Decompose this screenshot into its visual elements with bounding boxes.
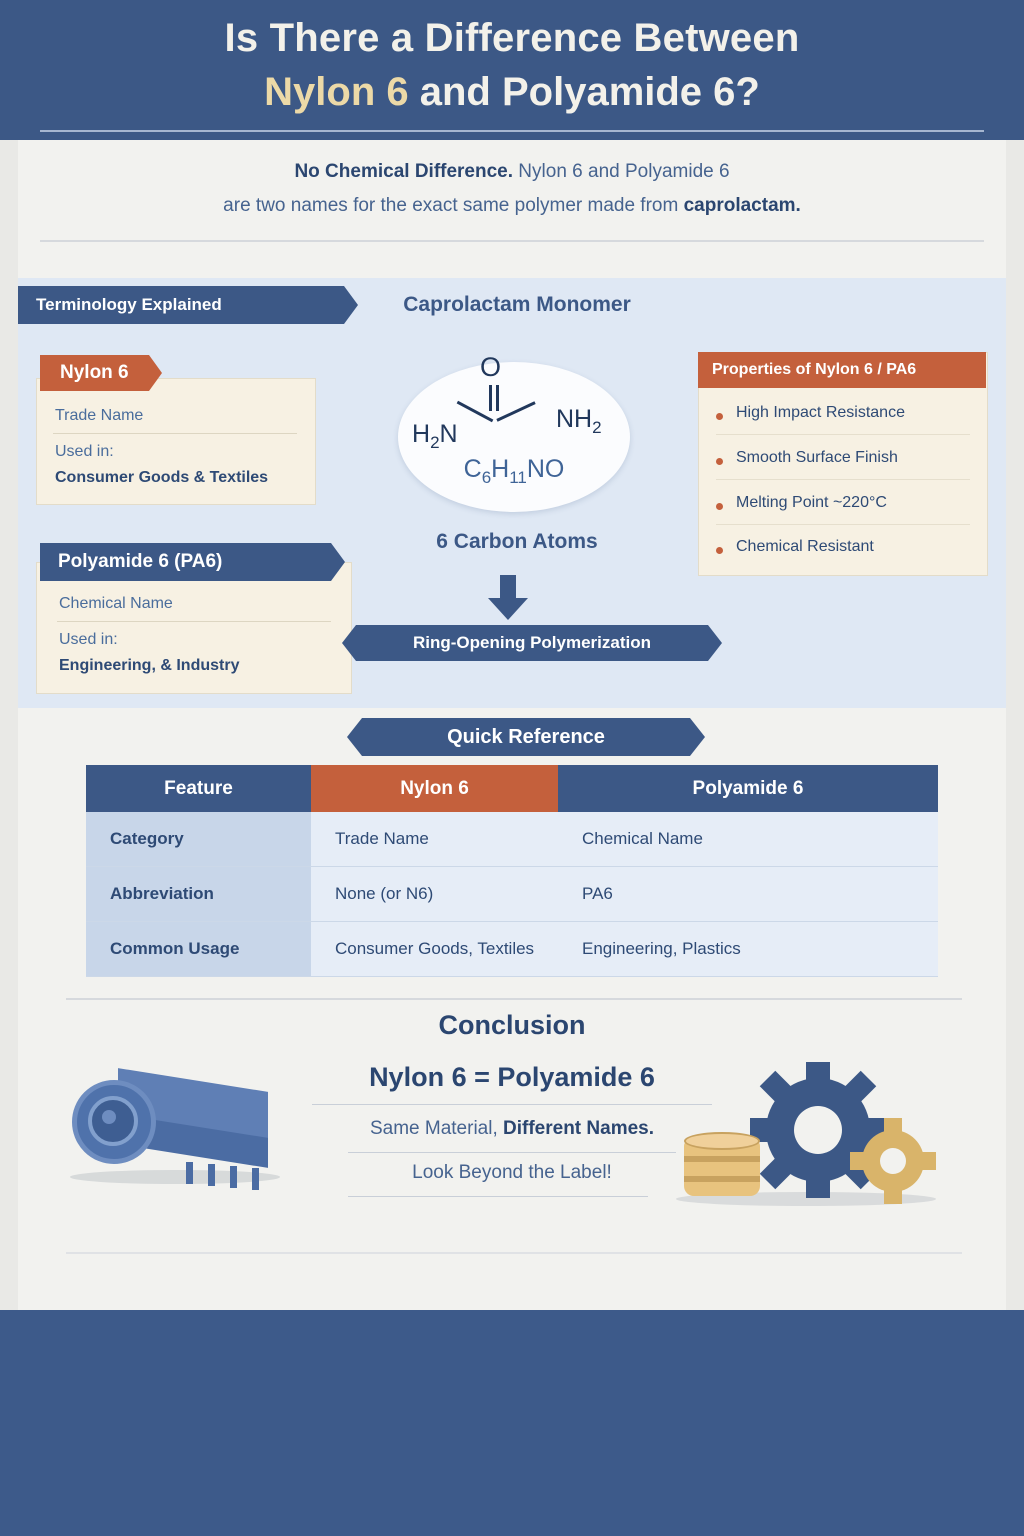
spool-band-1 — [684, 1156, 760, 1162]
col-header-nylon6: Nylon 6 — [311, 765, 558, 812]
amine-left-h: H — [412, 420, 431, 448]
col-header-polyamide6: Polyamide 6 — [558, 765, 938, 812]
table-row — [86, 922, 938, 977]
molecule-formula — [398, 455, 630, 488]
page-title-tail: Polyamide 6? — [501, 70, 760, 114]
cell-polyamide-1: PA6 — [558, 867, 938, 922]
cell-polyamide-2: Engineering, Plastics — [558, 922, 938, 977]
property-divider-0 — [716, 434, 970, 435]
atom-amine-right-label — [556, 405, 602, 438]
property-item-2: Melting Point ~220°C — [736, 494, 887, 511]
amine-left-sub: 2 — [430, 433, 440, 452]
nylon6-card-row2: Used in: — [55, 443, 114, 460]
subtitle-line2-a: are two names for the exact same polymer made from — [223, 195, 684, 216]
conclusion-equation: Nylon 6 = Polyamide 6 — [369, 1062, 655, 1092]
polyamide6-ribbon — [40, 543, 331, 581]
property-item-0: High Impact Resistance — [736, 404, 905, 421]
polyamide6-card-row3: Engineering, & Industry — [59, 657, 240, 674]
amine-left-n: N — [439, 420, 458, 448]
fabric-fringe-0 — [186, 1162, 193, 1184]
page-title-accent: Nylon 6 — [264, 70, 409, 114]
property-bullet-1 — [716, 458, 723, 465]
header-band — [0, 0, 1024, 140]
bond-double-b — [496, 385, 499, 411]
polyamide6-card-row2: Used in: — [59, 631, 118, 648]
property-bullet-2 — [716, 503, 723, 510]
property-bullet-0 — [716, 413, 723, 420]
subtitle-line2-b: caprolactam. — [683, 195, 801, 216]
conclusion-line-2 — [348, 1152, 676, 1153]
nylon6-tag — [40, 355, 149, 391]
atom-amine-left-label — [412, 420, 458, 453]
polyamide6-card-underline-1 — [57, 621, 331, 622]
polymerization-label: Ring-Opening Polymerization — [412, 633, 651, 652]
formula-c-sub: 6 — [481, 468, 492, 487]
cell-feature-1: Abbreviation — [86, 867, 311, 922]
property-item-3: Chemical Resistant — [736, 538, 874, 555]
footer-band — [0, 1310, 1024, 1536]
properties-tag — [698, 352, 986, 388]
nylon6-card — [36, 378, 316, 505]
comparison-table — [86, 765, 938, 977]
fabric-roll-shadow — [70, 1170, 280, 1184]
conclusion-sub1-b: Different Names. — [503, 1118, 655, 1139]
gear-large-hub — [794, 1106, 842, 1154]
property-divider-1 — [716, 479, 970, 480]
nylon6-card-row1: Trade Name — [55, 407, 144, 424]
formula-no: NO — [526, 455, 565, 483]
gear-small-hub — [880, 1148, 906, 1174]
page-title-line1: Is There a Difference Between — [224, 16, 800, 60]
conclusion-line-3 — [348, 1196, 648, 1197]
property-bullet-3 — [716, 547, 723, 554]
nylon6-card-row3: Consumer Goods & Textiles — [55, 469, 269, 486]
conclusion-sub1-a: Same Material, — [369, 1118, 504, 1139]
polymerization-ribbon — [356, 625, 708, 661]
table-row — [86, 867, 938, 922]
quick-reference-label: Quick Reference — [447, 725, 605, 748]
properties-tag-label: Properties of Nylon 6 / PA6 — [712, 361, 917, 378]
process-arrow-head — [488, 598, 528, 620]
property-item-1: Smooth Surface Finish — [736, 449, 898, 466]
terminology-ribbon — [18, 286, 344, 324]
fabric-fringe-3 — [252, 1168, 259, 1190]
polyamide6-card — [36, 562, 352, 694]
header-divider — [40, 130, 984, 132]
spool-top — [684, 1132, 760, 1150]
spool-band-2 — [684, 1176, 760, 1182]
fabric-fringe-2 — [230, 1166, 237, 1188]
left-margin — [0, 140, 18, 1310]
carbon-count-label: 6 Carbon Atoms — [436, 530, 598, 553]
page-title-mid: and — [408, 70, 502, 114]
nylon6-tag-label: Nylon 6 — [60, 362, 129, 383]
amine-right-sub: 2 — [592, 418, 602, 437]
cell-feature-2: Common Usage — [86, 922, 311, 977]
subtitle-rest: Nylon 6 and Polyamide 6 — [513, 161, 730, 182]
subtitle-divider — [40, 240, 984, 242]
cell-nylon-2: Consumer Goods, Textiles — [311, 922, 558, 977]
table-header-row — [86, 765, 938, 812]
conclusion-sub2: Look Beyond the Label! — [412, 1162, 612, 1183]
conclusion-divider — [66, 998, 962, 1000]
cell-nylon-1: None (or N6) — [311, 867, 558, 922]
cell-feature-0: Category — [86, 812, 311, 867]
formula-h: H — [491, 455, 510, 483]
conclusion-title: Conclusion — [352, 1010, 672, 1041]
property-divider-2 — [716, 524, 970, 525]
table-row — [86, 812, 938, 867]
right-margin — [1006, 140, 1024, 1310]
terminology-ribbon-label: Terminology Explained — [36, 295, 222, 314]
cell-polyamide-0: Chemical Name — [558, 812, 938, 867]
conclusion-line-1 — [312, 1104, 712, 1105]
nylon6-card-underline-1 — [53, 433, 297, 434]
conclusion-sub1 — [282, 1118, 742, 1140]
subtitle-lead: No Chemical Difference. — [294, 161, 514, 182]
fabric-fringe-1 — [208, 1164, 215, 1186]
page-title-line2 — [0, 70, 1024, 115]
fabric-roll-core — [102, 1110, 116, 1124]
bottom-divider — [66, 1252, 962, 1254]
subtitle — [62, 155, 962, 223]
cell-nylon-0: Trade Name — [311, 812, 558, 867]
atom-oxygen-label: O — [480, 352, 502, 382]
polyamide6-card-row1: Chemical Name — [59, 595, 173, 612]
polyamide6-ribbon-label: Polyamide 6 (PA6) — [58, 551, 223, 572]
amine-right-nh: NH — [556, 405, 593, 433]
quick-reference-ribbon — [362, 718, 690, 756]
molecule-title: Caprolactam Monomer — [403, 293, 631, 316]
col-header-feature: Feature — [86, 765, 311, 812]
fabric-roll-icon — [60, 1070, 290, 1200]
bond-double-a — [489, 385, 492, 411]
formula-c: C — [463, 455, 482, 483]
formula-h-sub: 11 — [509, 468, 527, 487]
